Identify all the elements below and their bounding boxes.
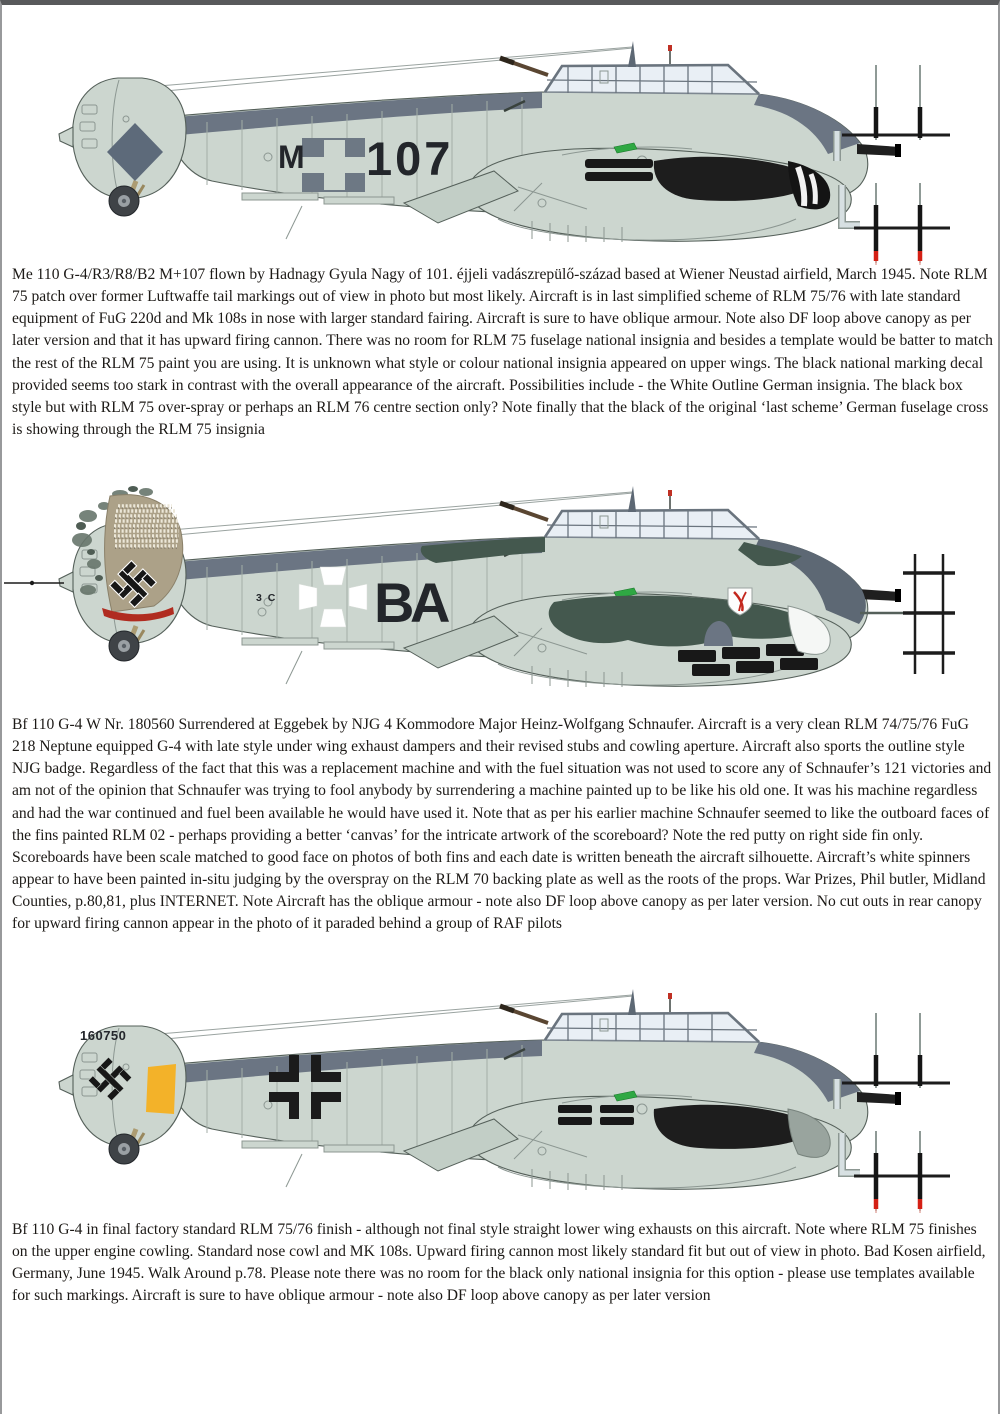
aircraft-illustration-ba (2, 480, 1000, 710)
oversprayed-fuselage-cross (302, 138, 365, 192)
caption-middle-profile: Bf 110 G-4 W Nr. 180560 Surrendered at Eggebek by NJG 4 Kommodore Major Heinz-Wolfgang Schnaufer. Aircraft is a very clean RLM 74/75/76 FuG 218 Neptune equipped G-4 with late style under wing exhaust dampers and their revised stubs and cowling aperture. Aircraft also sports the outline style NJG badge. Regardless of the fact that this was a replacement machine and with the fuel situation was not used to score any of Schnaufer’s 121 victories and am not of the opinion that Schnaufer was trying to fool anybody by surrendering a machine painted up to be like his old one. It was his machine regardless and had the war continued and fuel been available he would have used it. Note that as per his earlier machine Schnaufer seemed to like the outboard faces of the fins painted RLM 02 - perhaps providing a better ‘canvas’ for the intricate artwork of the scoreboard? Note the red putty on right side fin only. Scoreboards have been scale matched to good face on photos of both fins and each date is written beneath the aircraft silhouette. Aircraft’s white spinners appear to have been painted in-situ judging by the overspray on the RLM 70 backing plate as well as the roots of the props. War Prizes, Phil butler, Midland Counties, p.80,81, plus INTERNET. Note Aircraft has the oblique armour - note also DF loop above canopy as per later version. No cut outs in rear canopy for upward firing cannon appear in the photo of it paraded behind a group of RAF pilots (12, 716, 992, 933)
aircraft-profile-bottom (2, 983, 1000, 1213)
caption-top-profile: Me 110 G-4/R3/R8/B2 M+107 flown by Hadnagy Gyula Nagy of 101. éjjeli vadászrepülő-század based at Wiener Neustad airfield, March 1945. Note RLM 75 patch over former Luftwaffe tail markings out of view in photo but most likely. Aircraft is in last simplified scheme of RLM 75/76 with late standard equipment of FuG 220d and Mk 108s in nose with larger standard fairing. Aircraft is sure to have oblique armour. Note also DF loop above canopy as per later version and that it has upward firing cannon. There was no room for RLM 75 fuselage national insignia and besides a template would be batter to match the rest of the RLM 75 paint you are using. It is unknown what style or colour national insignia appeared on upper wings. The black national marking decal provided seems too stark in contrast with the overall appearance of the aircraft. Possibilities include - the White Outline German insignia. The black box style but with RLM 75 over-spray or perhaps an RLM 76 centre section only? Note finally that the black of the original ‘last scheme’ German fuselage cross is showing through the RLM 75 insignia (12, 266, 993, 439)
code-number-107: 107 (366, 132, 454, 185)
yellow-fuselage-band (146, 1064, 176, 1114)
werk-nummer: 160750 (80, 1028, 127, 1043)
code-letter-m: M (278, 139, 305, 175)
fug218-antenna-array (860, 554, 955, 674)
caption-bottom-profile: Bf 110 G-4 in final factory standard RLM 75/76 finish - although not final style straight lower wing exhausts on this aircraft. Note where RLM 75 finishes on the upper engine cowling. Standard nose cowl and MK 108s. Upward firing cannon most likely standard fit but out of view in photo. Bad Kosen airfield, Germany, June 1945. Walk Around p.78. Please note there was no room for the black only national insignia for this option - please use templates available for such markings. Aircraft is sure to have oblique armour - note also DF loop above canopy as per later version (12, 1221, 986, 1305)
aircraft-illustration-160750 (2, 983, 1000, 1213)
stencil-3c: 3 C (256, 592, 277, 604)
aircraft-illustration-m107 (2, 35, 1000, 265)
tail-antenna-rod (4, 581, 64, 585)
aircraft-profile-top (2, 35, 1000, 265)
code-letter-a: A (410, 571, 451, 634)
aircraft-profile-middle (2, 480, 1000, 710)
code-letter-b: B (374, 571, 415, 634)
